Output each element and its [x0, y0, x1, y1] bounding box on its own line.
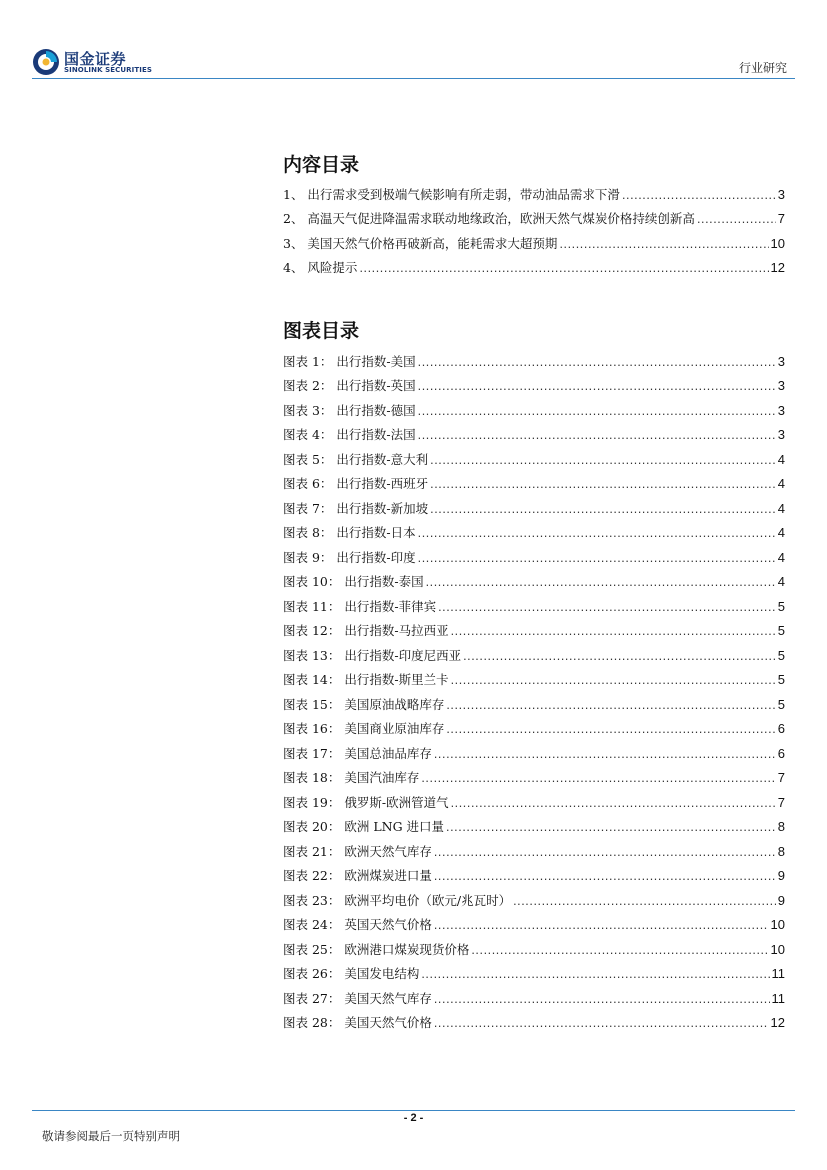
- contents-entry[interactable]: [283, 203, 785, 228]
- entry-title: 图表 20： 欧洲 LNG 进口量: [283, 819, 445, 834]
- entry-title: 图表 3： 出行指数-德国: [283, 402, 416, 418]
- figure-entry[interactable]: [283, 884, 785, 909]
- entry-title: 图表 8： 出行指数-日本: [283, 525, 416, 540]
- footer-disclaimer: 敬请参阅最后一页特别声明: [42, 1129, 180, 1143]
- entry-page: 10: [770, 941, 785, 957]
- entry-title: 图表 26： 美国发电结构: [283, 966, 420, 981]
- figure-entry[interactable]: [283, 590, 785, 615]
- footer-rule: [32, 1110, 795, 1111]
- leader-dots: [430, 501, 776, 517]
- entry-page: 4: [777, 574, 785, 589]
- figure-entry[interactable]: [283, 860, 785, 885]
- leader-dots: [451, 795, 776, 811]
- entry-page: 3: [777, 186, 785, 202]
- leader-dots: [622, 187, 776, 203]
- figure-entry[interactable]: [283, 762, 785, 787]
- entry-page: 3: [777, 427, 785, 442]
- entry-page: 8: [777, 819, 785, 834]
- leader-dots: [426, 574, 776, 590]
- entry-title: 图表 15： 美国原油战略库存: [283, 696, 445, 712]
- sinolink-logo-icon: [32, 48, 60, 76]
- entry-title: 图表 10： 出行指数-泰国: [283, 574, 424, 589]
- figure-entry[interactable]: [283, 541, 785, 566]
- leader-dots: [418, 550, 776, 566]
- entry-page: 8: [777, 843, 785, 859]
- figures-title: 图表目录: [283, 320, 360, 342]
- entry-title: 图表 23： 欧洲平均电价（欧元/兆瓦时）: [283, 892, 512, 908]
- entry-page: 5: [777, 696, 785, 712]
- entry-page: 7: [777, 794, 785, 810]
- entry-page: 7: [777, 211, 785, 226]
- entry-title: 图表 5： 出行指数-意大利: [283, 451, 429, 467]
- leader-dots: [418, 403, 776, 419]
- leader-dots: [697, 211, 776, 227]
- figure-entry[interactable]: [283, 933, 785, 958]
- leader-dots: [471, 942, 768, 958]
- entry-title: 图表 12： 出行指数-马拉西亚: [283, 623, 449, 638]
- leader-dots: [446, 721, 775, 737]
- leader-dots: [418, 525, 776, 541]
- entry-page: 12: [770, 1015, 785, 1030]
- figure-entry[interactable]: [283, 615, 785, 640]
- figure-entry[interactable]: [283, 737, 785, 762]
- entry-page: 4: [777, 549, 785, 565]
- leader-dots: [430, 476, 776, 492]
- entry-title: 2、 高温天气促进降温需求联动地缘政治，欧洲天然气煤炭价格持续创新高: [283, 211, 695, 226]
- contents-entry[interactable]: [283, 227, 785, 252]
- figure-entry[interactable]: [283, 566, 785, 591]
- figure-entry[interactable]: [283, 786, 785, 811]
- leader-dots: [434, 746, 776, 762]
- leader-dots: [359, 260, 768, 276]
- figure-entry[interactable]: [283, 492, 785, 517]
- figure-entry[interactable]: [283, 517, 785, 542]
- entry-title: 1、 出行需求受到极端气候影响有所走弱，带动油品需求下滑: [283, 186, 620, 202]
- entry-title: 图表 21： 欧洲天然气库存: [283, 843, 432, 859]
- leader-dots: [430, 452, 776, 468]
- figure-entry[interactable]: [283, 909, 785, 934]
- leader-dots: [421, 770, 775, 786]
- entry-page: 5: [777, 647, 785, 663]
- figure-entry[interactable]: [283, 370, 785, 395]
- figure-entry[interactable]: [283, 713, 785, 738]
- leader-dots: [451, 672, 776, 688]
- figure-entry[interactable]: [283, 958, 785, 983]
- figure-entry[interactable]: [283, 835, 785, 860]
- figure-entry[interactable]: [283, 639, 785, 664]
- entry-page: 6: [777, 745, 785, 761]
- leader-dots: [434, 844, 776, 860]
- entry-page: 6: [777, 721, 785, 736]
- entry-title: 图表 22： 欧洲煤炭进口量: [283, 868, 432, 883]
- leader-dots: [418, 354, 776, 370]
- figures-list: [283, 345, 785, 1031]
- figure-entry[interactable]: [283, 394, 785, 419]
- leader-dots: [446, 819, 776, 835]
- contents-entry[interactable]: [283, 178, 785, 203]
- brand-logo: [32, 48, 162, 76]
- logo-english-name: SINOLINK SECURITIES: [64, 66, 152, 74]
- contents-entry[interactable]: [283, 252, 785, 277]
- figure-entry[interactable]: [283, 664, 785, 689]
- entry-title: 图表 16： 美国商业原油库存: [283, 721, 445, 736]
- leader-dots: [418, 427, 776, 443]
- entry-title: 图表 18： 美国汽油库存: [283, 770, 420, 785]
- entry-page: 9: [777, 892, 785, 908]
- entry-page: 5: [777, 623, 785, 638]
- entry-title: 图表 6： 出行指数-西班牙: [283, 476, 429, 491]
- entry-title: 3、 美国天然气价格再破新高，能耗需求大超预期: [283, 235, 558, 251]
- leader-dots: [446, 697, 775, 713]
- entry-title: 图表 7： 出行指数-新加坡: [283, 500, 429, 516]
- entry-page: 4: [777, 476, 785, 491]
- leader-dots: [434, 917, 769, 933]
- entry-page: 10: [770, 917, 785, 932]
- entry-title: 图表 28： 美国天然气价格: [283, 1015, 432, 1030]
- report-category: 行业研究: [738, 61, 787, 75]
- leader-dots: [421, 966, 769, 982]
- contents-title: 内容目录: [283, 154, 360, 176]
- entry-title: 图表 4： 出行指数-法国: [283, 427, 416, 442]
- figure-entry[interactable]: [283, 345, 785, 370]
- entry-page: 11: [771, 990, 785, 1006]
- leader-dots: [438, 599, 776, 615]
- entry-title: 图表 19： 俄罗斯-欧洲管道气: [283, 794, 449, 810]
- figure-entry[interactable]: [283, 443, 785, 468]
- entry-title: 图表 14： 出行指数-斯里兰卡: [283, 672, 449, 687]
- entry-title: 4、 风险提示: [283, 260, 358, 275]
- figure-entry[interactable]: [283, 811, 785, 836]
- entry-title: 图表 2： 出行指数-英国: [283, 378, 416, 393]
- entry-page: 4: [777, 500, 785, 516]
- entry-page: 3: [777, 353, 785, 369]
- entry-page: 11: [771, 966, 785, 981]
- logo-chinese-name: 国金证券: [64, 50, 127, 68]
- leader-dots: [434, 991, 770, 1007]
- leader-dots: [559, 236, 768, 252]
- leader-dots: [513, 893, 776, 909]
- figure-entry[interactable]: [283, 1007, 785, 1032]
- page-header: [0, 0, 827, 82]
- figure-entry[interactable]: [283, 419, 785, 444]
- entry-page: 9: [777, 868, 785, 883]
- leader-dots: [434, 1015, 769, 1031]
- entry-page: 12: [770, 260, 785, 275]
- entry-page: 3: [777, 378, 785, 393]
- header-rule: [32, 78, 795, 79]
- entry-title: 图表 17： 美国总油品库存: [283, 745, 432, 761]
- figure-entry[interactable]: [283, 468, 785, 493]
- entry-title: 图表 24： 英国天然气价格: [283, 917, 432, 932]
- entry-page: 5: [777, 598, 785, 614]
- entry-page: 4: [777, 451, 785, 467]
- entry-page: 5: [777, 672, 785, 687]
- entry-page: 7: [777, 770, 785, 785]
- entry-title: 图表 27： 美国天然气库存: [283, 990, 432, 1006]
- figure-entry[interactable]: [283, 982, 785, 1007]
- entry-title: 图表 11： 出行指数-菲律宾: [283, 598, 437, 614]
- entry-page: 10: [770, 235, 785, 251]
- leader-dots: [463, 648, 776, 664]
- entry-title: 图表 1： 出行指数-美国: [283, 353, 416, 369]
- page-number: - 2 -: [403, 1112, 424, 1124]
- entry-title: 图表 25： 欧洲港口煤炭现货价格: [283, 941, 470, 957]
- entry-title: 图表 13： 出行指数-印度尼西亚: [283, 647, 462, 663]
- entry-page: 3: [777, 402, 785, 418]
- contents-list: [283, 178, 785, 276]
- figure-entry[interactable]: [283, 688, 785, 713]
- leader-dots: [434, 868, 776, 884]
- entry-page: 4: [777, 525, 785, 540]
- entry-title: 图表 9： 出行指数-印度: [283, 549, 416, 565]
- leader-dots: [418, 378, 776, 394]
- leader-dots: [451, 623, 776, 639]
